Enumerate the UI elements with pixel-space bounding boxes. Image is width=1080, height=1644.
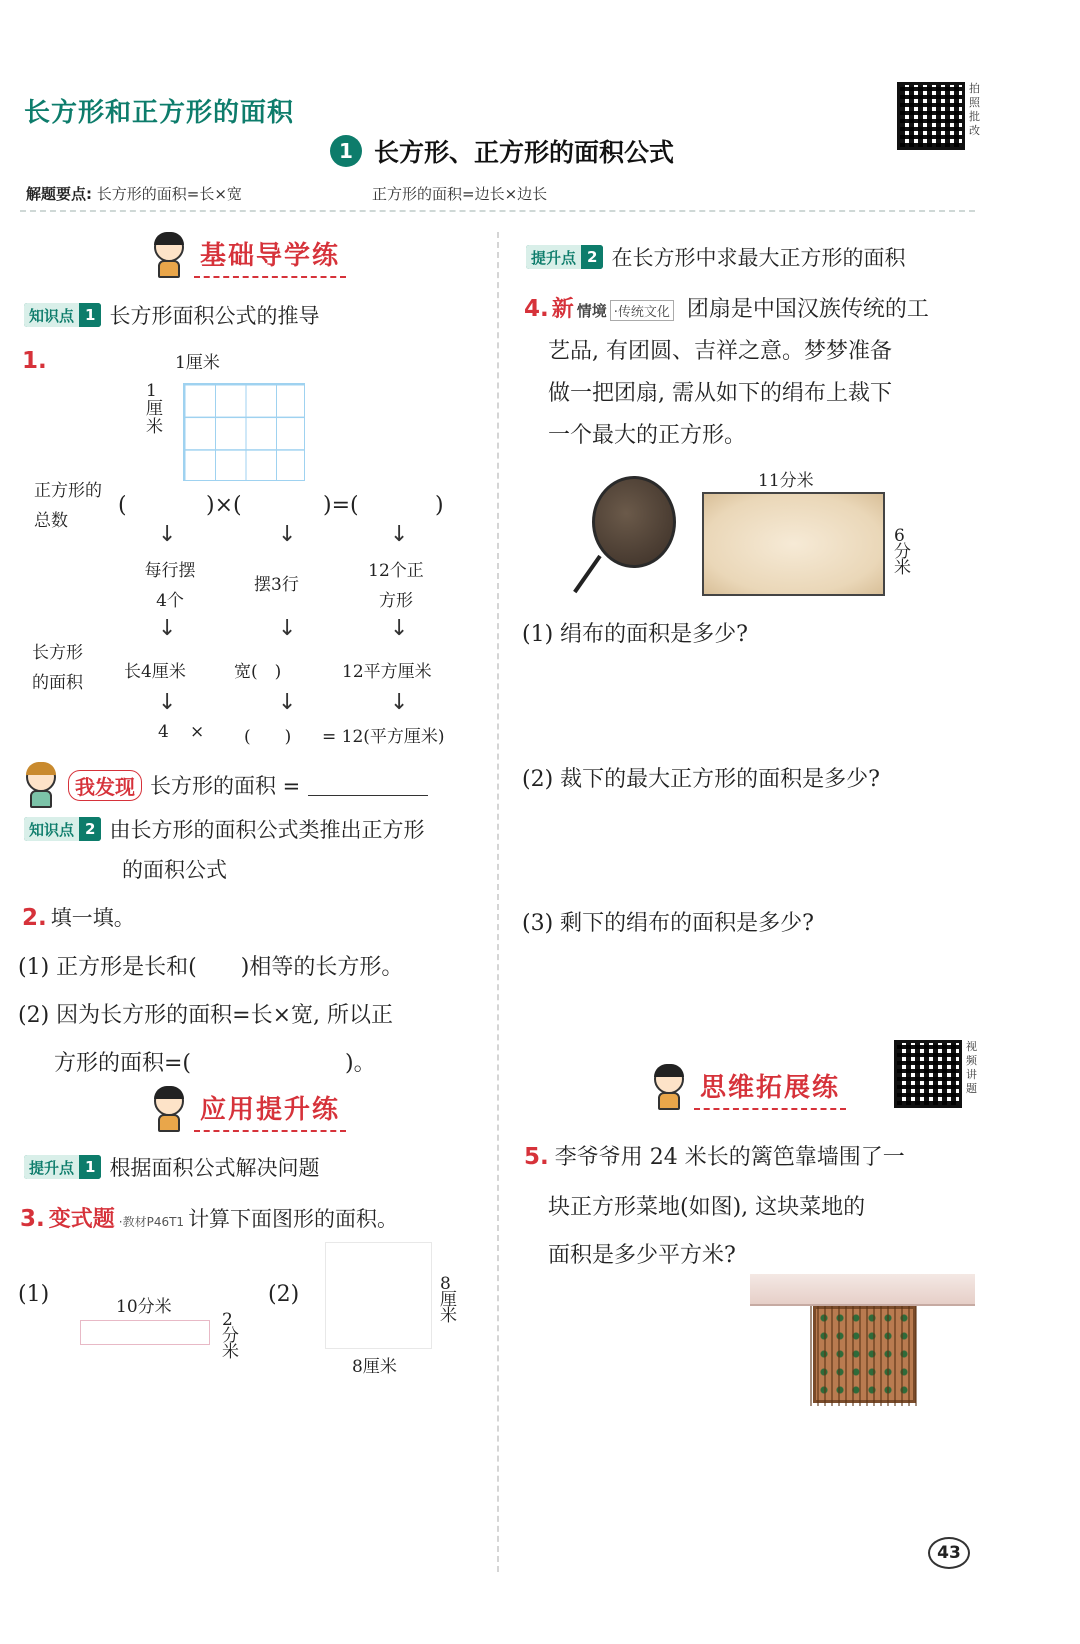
unit-square-grid [183,383,305,481]
kp-tag: 知识点 1 [24,303,101,327]
tp-text: 在长方形中求最大正方形的面积 [611,246,906,270]
silk-cloth-rectangle [702,492,885,596]
arrow-down-icon: ↓ [390,690,409,715]
question-3-title: 计算下面图形的面积。 [188,1207,399,1231]
question-5-line3: 面积是多少平方米? [548,1243,736,1268]
row3-result: = 12(平方厘米) [322,727,445,747]
grid-side-label: 1厘米 [146,381,163,437]
unit-title: 长方形和正方形的面积 [24,98,295,128]
knowledge-point-2 [24,814,424,844]
fence-illustration [810,1306,919,1406]
row1-label: 正方形的总数 [34,481,102,531]
lesson-title: 长方形、正方形的面积公式 [374,138,675,167]
row3-times: × [190,722,205,742]
eq-close: ) [435,493,444,518]
scenario-badge: 情境 [576,302,607,320]
eq-times[interactable]: )×( [206,493,242,518]
lesson-number-badge: 1 [330,135,362,167]
section-title: 应用提升练 [194,1089,346,1132]
question-5-header [524,1140,905,1171]
question-4-line2: 艺品, 有团圆、吉祥之意。梦梦准备 [548,339,892,364]
q3-part1-label: (1) [18,1282,50,1307]
row3-blank[interactable]: ( ) [244,727,292,747]
question-4-header [524,292,929,323]
discover-text: 长方形的面积 = [150,774,301,798]
question-5-line2: 块正方形菜地(如图), 这块菜地的 [548,1195,866,1220]
length-note: 长4厘米 [124,662,186,682]
q3-rectangle [80,1320,210,1345]
q3-part1-length: 10分米 [116,1297,172,1317]
question-2-part1[interactable]: (1) 正方形是长和( )相等的长方形。 [18,955,404,980]
eq-paren: ( [118,493,127,518]
qr-label: 视频讲题 [966,1040,977,1095]
key-square-formula: 正方形的面积=边长×边长 [372,185,548,203]
mascot-icon [150,1086,188,1132]
tp-tag: 提升点 2 [526,245,603,269]
q3-part1-width: 2分米 [222,1310,239,1362]
arrow-down-icon: ↓ [390,616,409,641]
question-4-sub2: (2) 裁下的最大正方形的面积是多少? [522,767,880,792]
question-2-part2-l2[interactable]: 方形的面积=( )。 [54,1051,376,1076]
row2-label: 长方形的面积 [32,643,83,693]
cloth-width-label: 6分米 [894,526,911,578]
mascot-icon [150,232,188,278]
question-5-line1: 李爷爷用 24 米长的篱笆靠墙围了一 [554,1145,905,1170]
round-fan-icon [592,476,676,568]
arrow-down-icon: ↓ [278,690,297,715]
arrow-down-icon: ↓ [278,616,297,641]
mascot-icon [650,1064,688,1110]
question-4-sub3: (3) 剩下的绢布的面积是多少? [522,911,814,936]
discover-answer-blank[interactable] [308,774,428,796]
per-row-note: 每行摆4个 [144,561,196,611]
wall-illustration [750,1274,975,1306]
explorer-mascot-icon [22,762,60,808]
question-4-line4: 一个最大的正方形。 [548,423,747,448]
section-title: 基础导学练 [194,235,346,278]
fan-handle [573,555,602,593]
question-5-number: 5. [524,1144,549,1170]
arrow-down-icon: ↓ [390,522,409,547]
question-4-line3: 做一把团扇, 需从如下的绢布上裁下 [548,381,892,406]
rows-note: 摆3行 [254,575,299,595]
row3-four: 4 [158,722,169,742]
cloth-length-label: 11分米 [758,471,814,491]
textbook-ref: ·教材P46T1 [118,1215,185,1229]
qr-code-icon[interactable] [894,1040,962,1108]
new-badge: 新 [551,297,574,322]
qr-block-bottom[interactable] [894,1040,980,1108]
discover-row [22,762,428,808]
column-divider [497,232,499,1572]
question-2-header [22,902,135,932]
width-note[interactable]: 宽( ) [234,662,282,682]
arrow-down-icon: ↓ [158,616,177,641]
key-rect-formula: 长方形的面积=长×宽 [96,185,242,203]
kp-tag: 知识点 2 [24,817,101,841]
q3-part2-side: 8厘米 [440,1274,457,1326]
discover-badge: 我发现 [68,770,142,801]
knowledge-point-1 [24,300,319,330]
question-2-number: 2. [22,905,47,931]
key-label: 解题要点: [26,185,92,203]
question-2-part2-l1: (2) 因为长方形的面积=长×宽, 所以正 [18,1003,394,1028]
kp-text: 由长方形的面积公式类推出正方形 [109,818,425,842]
question-4-sub1: (1) 绢布的面积是多少? [522,622,748,647]
question-1-number: 1. [22,348,47,374]
total-note: 12个正方形 [368,561,424,611]
improve-point-2 [526,242,905,272]
question-4-line1: 团扇是中国汉族传统的工 [686,297,929,322]
kp-text: 长方形面积公式的推导 [109,304,320,328]
improve-point-1 [24,1152,319,1182]
area-note: 12平方厘米 [342,662,432,682]
section-basic [150,232,346,278]
question-3-number: 3. [20,1206,45,1232]
variant-badge: 变式题 [48,1207,115,1232]
tp-text: 根据面积公式解决问题 [109,1156,320,1180]
culture-badge: ·传统文化 [610,300,674,321]
question-2-title: 填一填。 [50,906,135,930]
arrow-down-icon: ↓ [158,522,177,547]
eq-equals[interactable]: )=( [323,493,359,518]
grid-top-label: 1厘米 [175,353,220,373]
question-3-header [20,1202,398,1233]
section-apply [150,1086,346,1132]
section-extend [650,1064,846,1110]
tp-tag: 提升点 1 [24,1155,101,1179]
qr-label: 拍照批改 [969,82,980,137]
q3-part2-bottom: 8厘米 [352,1357,397,1377]
page-number: 43 [928,1537,970,1569]
q3-part2-label: (2) [268,1282,300,1307]
section-title: 思维拓展练 [694,1067,846,1110]
kp-text-cont: 的面积公式 [122,858,227,882]
qr-block-top[interactable] [897,82,983,150]
arrow-down-icon: ↓ [278,522,297,547]
q3-square [325,1242,432,1349]
key-points [26,183,242,204]
lesson-heading [330,133,674,169]
arrow-down-icon: ↓ [158,690,177,715]
qr-code-icon[interactable] [897,82,965,150]
question-4-number: 4. [524,296,549,322]
header-divider [20,210,975,212]
